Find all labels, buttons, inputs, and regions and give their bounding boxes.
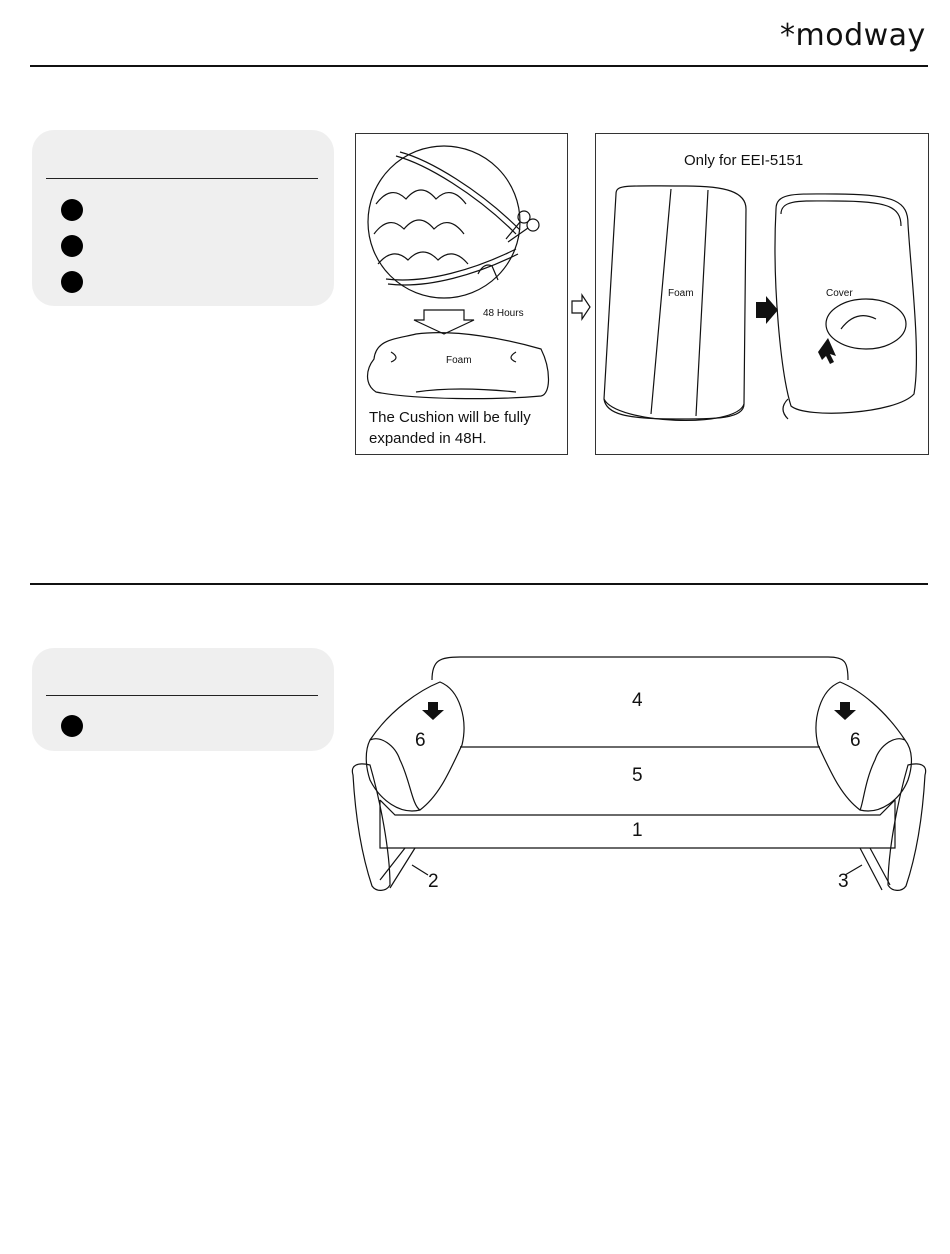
step-box-1 (32, 130, 334, 306)
caption-line-1: The Cushion will be fully (369, 409, 531, 426)
caption-line-2: expanded in 48H. (369, 430, 487, 447)
part-label-3: 3 (838, 871, 849, 892)
panel-unpack-cushion (355, 133, 568, 455)
foam-cover-illustration (596, 134, 928, 454)
part-label-1: 1 (632, 820, 643, 841)
section-rule (30, 583, 928, 585)
part-label-6-left: 6 (415, 730, 426, 751)
sofa-parts-diagram (350, 650, 930, 900)
foam-label: Foam (668, 288, 694, 299)
header-rule (30, 65, 928, 67)
part-label-2: 2 (428, 871, 439, 892)
step-box-2 (32, 648, 334, 751)
bullet-icon (61, 199, 83, 221)
cover-label: Cover (826, 288, 853, 299)
step-box-divider (46, 695, 318, 696)
cushion-unpack-illustration (356, 134, 567, 454)
part-label-4: 4 (632, 690, 643, 711)
hours-label: 48 Hours (483, 308, 524, 319)
foam-label: Foam (446, 355, 472, 366)
panel-foam-cover (595, 133, 929, 455)
part-label-6-right: 6 (850, 730, 861, 751)
bullet-icon (61, 235, 83, 257)
bullet-icon (61, 715, 83, 737)
step-box-divider (46, 178, 318, 179)
brand-logo: *modway (780, 18, 926, 53)
panel-title: Only for EEI-5151 (684, 152, 804, 169)
arrow-right-icon (570, 293, 592, 321)
bullet-icon (61, 271, 83, 293)
part-label-5: 5 (632, 765, 643, 786)
